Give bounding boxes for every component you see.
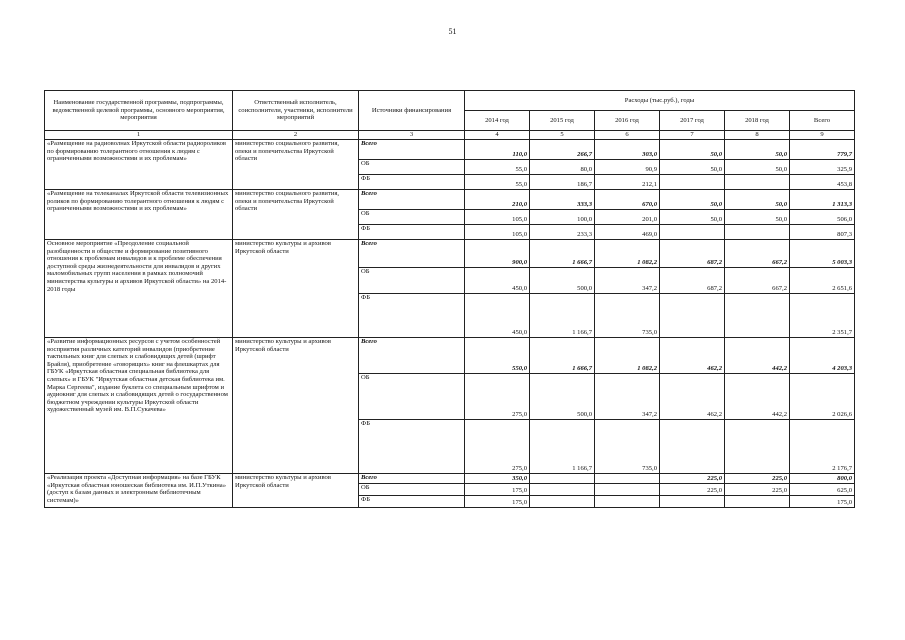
amount-cell: 1 082,2: [595, 240, 660, 268]
col-index: 7: [660, 131, 725, 140]
amount-cell: 100,0: [530, 210, 595, 225]
col-index: 8: [725, 131, 790, 140]
amount-cell: 105,0: [465, 210, 530, 225]
amount-cell: 50,0: [660, 140, 725, 160]
amount-cell: 462,2: [660, 338, 725, 374]
executor-name: министерство культуры и архивов Иркутской области: [233, 338, 359, 474]
measure-name: «Реализация проекта «Доступная информация» на базе ГБУК «Иркутская областная юношеская библиотека им. И.П.Уткина» (доступ к базам данных и электронным библиотечным системам)»: [45, 474, 233, 508]
funding-source: ОБ: [359, 160, 465, 175]
amount-cell: 55,0: [465, 160, 530, 175]
amount-cell: 450,0: [465, 268, 530, 294]
col-index: 4: [465, 131, 530, 140]
amount-cell: 275,0: [465, 420, 530, 474]
amount-cell: [660, 225, 725, 240]
table-row: [45, 474, 855, 484]
amount-cell: 453,8: [790, 175, 855, 190]
funding-source: ФБ: [359, 175, 465, 190]
amount-cell: [595, 496, 660, 508]
executor-name: министерство социального развития, опеки и попечительства Иркутской области: [233, 190, 359, 240]
amount-cell: 2 026,6: [790, 374, 855, 420]
col-index: 3: [359, 131, 465, 140]
column-index-row: [45, 131, 855, 140]
amount-cell: [725, 496, 790, 508]
amount-cell: 50,0: [725, 160, 790, 175]
amount-cell: 50,0: [660, 190, 725, 210]
funding-source: Всего: [359, 474, 465, 484]
amount-cell: 347,2: [595, 374, 660, 420]
measure-name: Основное мероприятие «Преодоление социальной разобщенности в обществе и формирование позитивного отношения к проблемам инвалидов и к проблеме обеспечения доступной среды жизнедеятельности для инвалидов и других маломобильных групп населения в рамках полномочий министерства культуры и архивов Иркутской области» на 2014-2018 годы: [45, 240, 233, 338]
amount-cell: 233,3: [530, 225, 595, 240]
amount-cell: 225,0: [725, 474, 790, 484]
amount-cell: 779,7: [790, 140, 855, 160]
amount-cell: 333,3: [530, 190, 595, 210]
funding-source: ОБ: [359, 268, 465, 294]
amount-cell: 175,0: [465, 496, 530, 508]
col-index: 1: [45, 131, 233, 140]
amount-cell: 175,0: [465, 484, 530, 496]
amount-cell: 55,0: [465, 175, 530, 190]
amount-cell: 303,0: [595, 140, 660, 160]
amount-cell: [530, 496, 595, 508]
amount-cell: 670,0: [595, 190, 660, 210]
page-number: 51: [448, 27, 457, 36]
header-total: Всего: [790, 111, 855, 131]
amount-cell: 4 203,3: [790, 338, 855, 374]
amount-cell: 50,0: [725, 140, 790, 160]
funding-source: ОБ: [359, 484, 465, 496]
amount-cell: 1 313,3: [790, 190, 855, 210]
amount-cell: 450,0: [465, 294, 530, 338]
header-year-2014: 2014 год: [465, 111, 530, 131]
funding-source: Всего: [359, 190, 465, 210]
amount-cell: 347,2: [595, 268, 660, 294]
amount-cell: 1 666,7: [530, 240, 595, 268]
amount-cell: 442,2: [725, 338, 790, 374]
amount-cell: [725, 420, 790, 474]
amount-cell: 201,0: [595, 210, 660, 225]
amount-cell: 225,0: [660, 474, 725, 484]
amount-cell: 186,7: [530, 175, 595, 190]
amount-cell: 110,0: [465, 140, 530, 160]
amount-cell: 550,0: [465, 338, 530, 374]
amount-cell: 50,0: [725, 210, 790, 225]
amount-cell: 225,0: [725, 484, 790, 496]
header-sources: Источники финансирования: [359, 91, 465, 131]
col-index: 5: [530, 131, 595, 140]
amount-cell: 225,0: [660, 484, 725, 496]
amount-cell: 625,0: [790, 484, 855, 496]
table-row: [45, 190, 855, 210]
amount-cell: 500,0: [530, 374, 595, 420]
executor-name: министерство социального развития, опеки и попечительства Иркутской области: [233, 140, 359, 190]
header-year-2018: 2018 год: [725, 111, 790, 131]
measure-name: «Размещение на телеканалах Иркутской области телевизионных роликов по формированию толерантного отношения к людям с ограниченными возможностями и их проблемам»: [45, 190, 233, 240]
amount-cell: [725, 175, 790, 190]
amount-cell: [725, 294, 790, 338]
funding-source: Всего: [359, 240, 465, 268]
funding-source: ФБ: [359, 294, 465, 338]
amount-cell: 90,9: [595, 160, 660, 175]
amount-cell: 50,0: [725, 190, 790, 210]
header-year-2015: 2015 год: [530, 111, 595, 131]
funding-source: Всего: [359, 140, 465, 160]
amount-cell: 667,2: [725, 268, 790, 294]
amount-cell: 469,0: [595, 225, 660, 240]
budget-table: [44, 90, 855, 508]
amount-cell: 175,0: [790, 496, 855, 508]
funding-source: ФБ: [359, 420, 465, 474]
amount-cell: 807,3: [790, 225, 855, 240]
amount-cell: 210,0: [465, 190, 530, 210]
amount-cell: 275,0: [465, 374, 530, 420]
amount-cell: 212,1: [595, 175, 660, 190]
funding-source: ФБ: [359, 225, 465, 240]
funding-source: ОБ: [359, 374, 465, 420]
table-row: [45, 140, 855, 160]
col-index: 2: [233, 131, 359, 140]
amount-cell: 735,0: [595, 294, 660, 338]
amount-cell: 442,2: [725, 374, 790, 420]
amount-cell: 80,0: [530, 160, 595, 175]
amount-cell: [660, 294, 725, 338]
amount-cell: 105,0: [465, 225, 530, 240]
amount-cell: [530, 484, 595, 496]
amount-cell: [530, 474, 595, 484]
amount-cell: 50,0: [660, 210, 725, 225]
table-row: [45, 338, 855, 374]
amount-cell: [595, 484, 660, 496]
header-year-2017: 2017 год: [660, 111, 725, 131]
col-index: 6: [595, 131, 660, 140]
amount-cell: 1 082,2: [595, 338, 660, 374]
executor-name: министерство культуры и архивов Иркутской области: [233, 240, 359, 338]
amount-cell: 1 166,7: [530, 294, 595, 338]
table-row: [45, 240, 855, 268]
amount-cell: 50,0: [660, 160, 725, 175]
amount-cell: [660, 496, 725, 508]
measure-name: «Размещение на радиоволнах Иркутской области радиороликов по формированию толерантного отношения к людям с ограниченными возможностями и их проблемам»: [45, 140, 233, 190]
amount-cell: 1 166,7: [530, 420, 595, 474]
amount-cell: 687,2: [660, 268, 725, 294]
amount-cell: 687,2: [660, 240, 725, 268]
amount-cell: [595, 474, 660, 484]
amount-cell: 800,0: [790, 474, 855, 484]
amount-cell: 667,2: [725, 240, 790, 268]
amount-cell: 266,7: [530, 140, 595, 160]
header-year-2016: 2016 год: [595, 111, 660, 131]
funding-source: ФБ: [359, 496, 465, 508]
amount-cell: 1 666,7: [530, 338, 595, 374]
executor-name: министерство культуры и архивов Иркутской области: [233, 474, 359, 508]
measure-name: «Развитие информационных ресурсов с учетом особенностей восприятия различных категорий инвалидов (приобретение тактильных книг для слепых и слабовидящих детей (шрифт Брайля), приобретение «говорящих» книг на флешкартах для ГБУК «Иркутская областная специальная библиотека для слепых» и ГБУК "Иркутская областная детская библиотека им. Марка Сергеева", издание буклета со специальным шрифтом и аудиокниг для слепых и слабовидящих детей о государственном бюджетном учреждении культуры Иркутской области художественный музей им. В.П.Сукачева»: [45, 338, 233, 474]
amount-cell: 5 003,3: [790, 240, 855, 268]
amount-cell: 350,0: [465, 474, 530, 484]
amount-cell: 500,0: [530, 268, 595, 294]
amount-cell: 506,0: [790, 210, 855, 225]
amount-cell: 462,2: [660, 374, 725, 420]
amount-cell: 325,9: [790, 160, 855, 175]
amount-cell: [725, 225, 790, 240]
amount-cell: 2 351,7: [790, 294, 855, 338]
amount-cell: 735,0: [595, 420, 660, 474]
funding-source: Всего: [359, 338, 465, 374]
amount-cell: [660, 175, 725, 190]
amount-cell: 2 651,6: [790, 268, 855, 294]
amount-cell: 2 176,7: [790, 420, 855, 474]
header-expenses: Расходы (тыс.руб.), годы: [465, 91, 855, 111]
funding-source: ОБ: [359, 210, 465, 225]
header-name: Наименование государственной программы, подпрограммы, ведомственной целевой программы, основного мероприятия, мероприятия: [45, 91, 233, 131]
col-index: 9: [790, 131, 855, 140]
header-executor: Ответственный исполнитель, соисполнители, участники, исполнители мероприятий: [233, 91, 359, 131]
amount-cell: 900,0: [465, 240, 530, 268]
amount-cell: [660, 420, 725, 474]
